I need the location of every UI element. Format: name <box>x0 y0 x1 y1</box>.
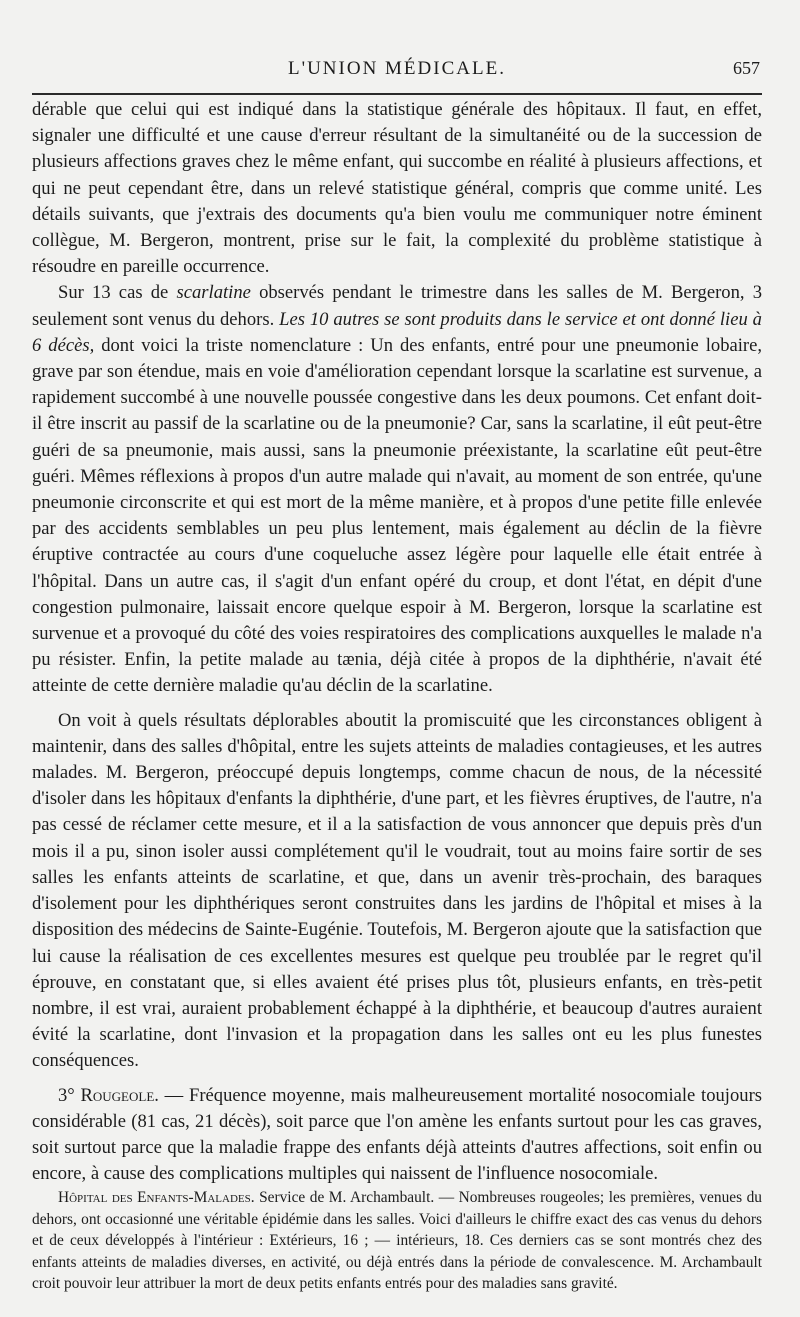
paragraph-rougeole-text: — Fréquence moyenne, mais malheureusement mortalité nosocomiale toujours considérable (81 cas, 21 décès), soit parce que l'on amène les enfants surtout pour les cas graves, soit surtout parce que la maladie frappe des enfants déjà atteints d'autres affections, soit enfin ou encore, à cause des complications multiples qui naissent de l'influence nosocomiale. <box>32 1084 762 1185</box>
paragraph-scarlatine-text-c: observés pendant le trimestre dans les salles de M. Bergeron, 3 seulement sont venus du dehors. <box>32 282 763 330</box>
page-number: 657 <box>733 58 760 78</box>
paragraph-1: dérable que celui qui est indiqué dans la statistique générale des hôpitaux. Il faut, en effet, signaler une difficulté et une cause d'erreur résultant de la simultanéité ou de la succession de plusieurs affections graves chez le même enfant, qui succombe en réalité à plusieurs affections, et qui ne peut cependant être, dans un relevé statistique général, compris que comme unité. Les détails suivants, que j'extrais des documents qu'a bien voulu me communiquer notre éminent collègue, M. Bergeron, montrent, prise sur le fait, la complexité du problème statistique à résoudre en pareille occurrence. <box>32 99 762 278</box>
hospital-name: Hôpital des Enfants-Malades. <box>58 1189 255 1207</box>
paragraph-promiscuite: On voit à quels résultats déplorables aboutit la promiscuité que les circonstances obligent à maintenir, dans des salles d'hôpital, entre les sujets atteints de maladies contagieuses, et les autres malades. M. Bergeron, préoccupé depuis longtemps, comme chacun de nous, de la nécessité d'isoler dans les hôpitaux d'enfants la diphthérie, d'une part, et les fièvres éruptives, de l'autre, n'a pas cessé de réclamer cette mesure, et il a la satisfaction de vous annoncer que depuis près d'un mois il a pu, sinon isoler aussi complétement qu'il le voudrait, tout au moins faire sortir de ses salles les enfants atteints de scarlatine, et que, dans un avenir très-prochain, des baraques d'isolement pour les diphthériques seront construites dans les jardins de l'hôpital et mises à la disposition des médecins de Sainte-Eugénie. Toutefois, M. Bergeron ajoute que la satisfaction que lui cause la réalisation de ces excellentes mesures est quelque peu troublée par le regret qu'il éprouve, en constatant que, si elles avaient été prises plus tôt, plusieurs enfants, en très-petit nombre, il est vrai, auraient probablement échappé à la diphthérie, et beaucoup d'autres auraient évité la scarlatine, dont l'invasion et la propagation dans les salles ont eu les plus funestes conséquences. <box>32 709 762 1072</box>
article-body <box>32 97 762 1294</box>
hospital-note-text: Service de M. Archambault. — Nombreuses rougeoles; les premières, venues du dehors, ont occasionné une véritable épidémie dans les salles. Voici d'ailleurs le chiffre exact des cas venus du dehors et de ceux développés à l'intérieur : Extérieurs, 16 ; — intérieurs, 18. Ces derniers cas se sont montrés chez des enfants atteints de maladies diverses, en activité, ou déjà entrés dans la période de convalescence. M. Archambault croit pouvoir leur attribuer la mort de deux petits enfants entrés pour des maladies sans gravité. <box>32 1189 763 1292</box>
journal-title: L'UNION MÉDICALE. <box>288 58 506 79</box>
paragraph-rougeole <box>32 1083 762 1188</box>
paragraph-scarlatine-text-a: Sur 13 cas de <box>58 282 177 304</box>
hospital-note <box>32 1187 762 1294</box>
running-header <box>32 58 762 84</box>
paragraph-scarlatine-text-e: dont voici la triste nomenclature : Un des enfants, entré pour une pneumonie lobaire, grave par son étendue, mais en voie d'amélioration cependant lorsque la scarlatine est survenue, a rapidement succombé à une nouvelle poussée congestive dans les deux poumons. Cet enfant doit-il être inscrit au passif de la scarlatine ou de la pneumonie? Car, sans la scarlatine, il eût peut-être guéri de sa pneumonie, mais aussi, sans la pneumonie préexistante, la scarlatine eût peut-être guéri. Mêmes réflexions à propos d'un autre malade qui n'avait, au moment de son entrée, qu'une pneumonie circonscrite et qui est mort de la même manière, et à propos d'une petite fille enlevée par des accidents semblables un peu plus lentement, mais également au déclin de la fièvre éruptive contractée au cours d'une coqueluche assez légère pour laquelle elle était entrée à l'hôpital. Dans un autre cas, il s'agit d'un enfant opéré du croup, et dont l'état, en dépit d'une congestion pulmonaire, laissait encore quelque espoir à M. Bergeron, lorsque la scarlatine est survenue et a provoqué du côté des voies respiratoires des complications auxquelles le malade n'a pu résister. Enfin, la petite malade au tænia, déjà citée à propos de la diphthérie, n'avait été atteinte de cette dernière maladie qu'au déclin de la scarlatine. <box>32 334 763 697</box>
header-rule <box>32 93 762 95</box>
rougeole-heading: Rougeole. <box>80 1084 159 1106</box>
paragraph-scarlatine <box>32 280 762 699</box>
scarlatine-emphasis: Les 10 autres se sont produits dans le service et ont donné lieu à 6 décès, <box>32 308 762 356</box>
scarlatine-term: scarlatine <box>176 282 251 304</box>
section-number: 3° <box>58 1084 81 1106</box>
